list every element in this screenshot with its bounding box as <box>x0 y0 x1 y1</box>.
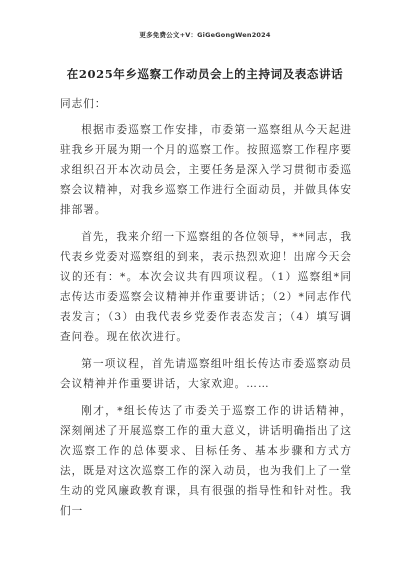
paragraph-4: 刚才，*组长传达了市委关于巡察工作的讲话精神，深刻阐述了开展巡察工作的重大意义，讲话明确指出了这次巡察工作的总体要求、目标任务、基本步骤和方式方法，既是对这次巡察工作的深入动员，也为我们上了一堂生动的党风廉政教育课，具有很强的指导性和针对性。我们一 <box>60 405 352 517</box>
paragraph-2: 首先，我来介绍一下巡察组的各位领导，**同志，我代表乡党委对巡察组的到来，表示热烈欢迎！出席今天会议的还有：*。本次会议共有四项议程。（1）巡察组*同志传达市委巡察会议精神并作重要讲话；（2）*同志作代表发言；（3）由我代表乡党委作表态发言；（4）填写调查问卷。现在依次进行。 <box>60 231 352 343</box>
salutation: 同志们： <box>60 98 107 110</box>
paragraph-1: 根据市委巡察工作安排，市委第一巡察组从今天起进驻我乡开展为期一个月的巡察工作。按照巡察工作程序要求组织召开本次动员会，主要任务是深入学习贯彻市委巡察会议精神，对我乡巡察工作进行全面动员，并做具体安排部署。 <box>60 124 352 216</box>
document-body <box>60 94 352 528</box>
header-watermark: 更多免费公文+V：GiGeGongWen2024 <box>139 31 271 39</box>
document-title: 在2025年乡巡察工作动员会上的主持词及表态讲话 <box>66 67 344 81</box>
paragraph-3: 第一项议程，首先请巡察组叶组长传达市委巡察动员会议精神并作重要讲话，大家欢迎。…… <box>60 358 352 390</box>
